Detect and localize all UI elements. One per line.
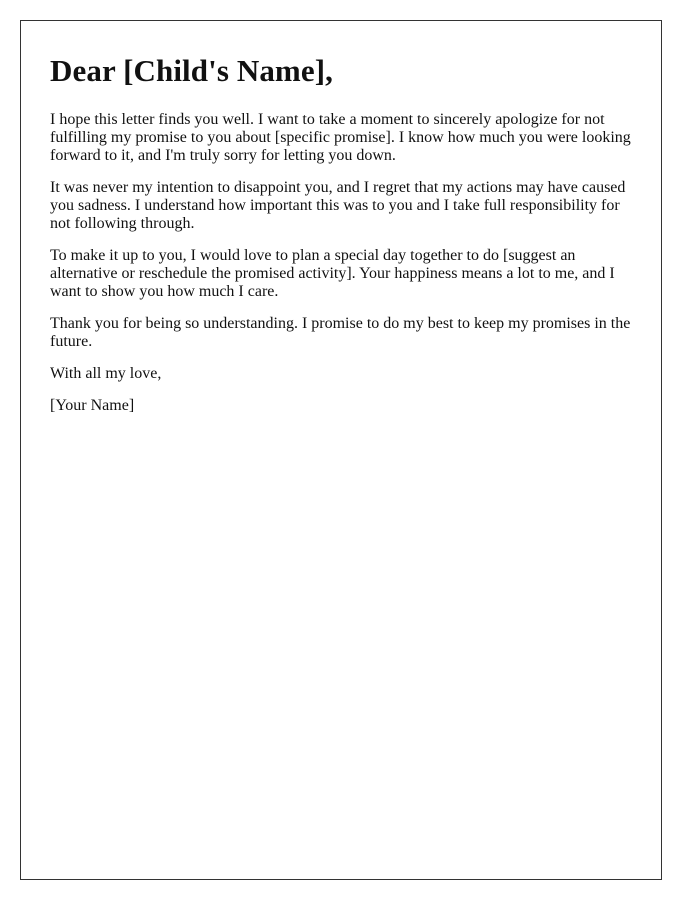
letter-paragraph-3: To make it up to you, I would love to plan a special day together to do [suggest an alternative or reschedule the promised activity]. Your happiness means a lot to me, and I want to show you how much I care. — [50, 247, 615, 300]
letter-signature: [Your Name] — [50, 397, 135, 414]
letter-paragraph-4: Thank you for being so understanding. I promise to do my best to keep my promises in the future. — [50, 315, 631, 350]
letter-paragraph-1: I hope this letter finds you well. I want to take a moment to sincerely apologize for not fulfilling my promise to you about [specific promise]. I know how much you were looking forward to it, and I'm truly sorry for letting you down. — [50, 111, 631, 164]
letter-closing: With all my love, — [50, 365, 162, 382]
letter-paragraph-2: It was never my intention to disappoint you, and I regret that my actions may have caused you sadness. I understand how important this was to you and I take full responsibility for not following through. — [50, 179, 626, 232]
letter-salutation: Dear [Child's Name], — [50, 53, 333, 88]
letter-content — [50, 49, 640, 429]
letter-page — [20, 20, 662, 880]
